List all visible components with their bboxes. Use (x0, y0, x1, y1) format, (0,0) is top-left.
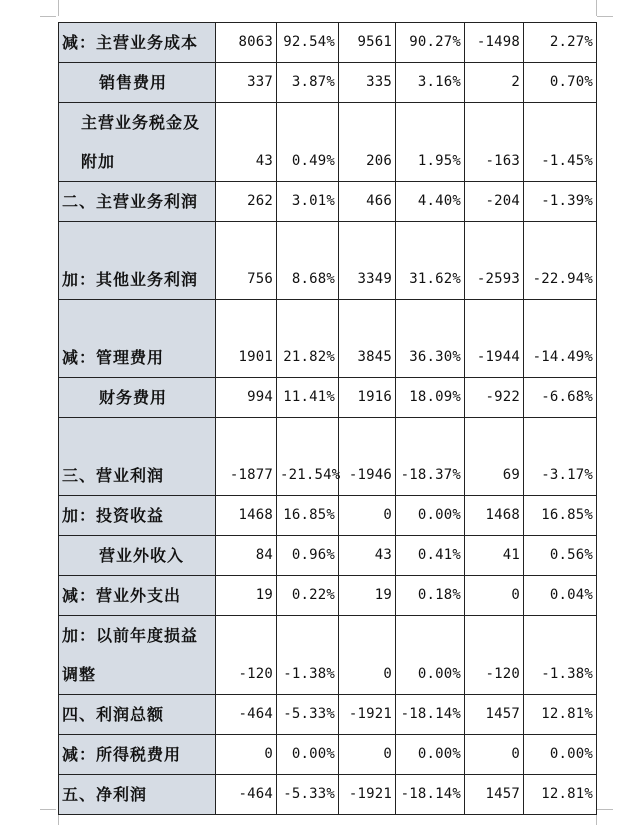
table-row (59, 378, 597, 418)
income-statement-table (58, 22, 597, 815)
table-cell: 3349 (339, 222, 396, 300)
table-cell: 3.01% (277, 182, 339, 222)
table-cell: 43 (216, 103, 277, 182)
row-label: 营业外收入 (59, 536, 216, 576)
table-cell: 8063 (216, 23, 277, 63)
table-cell: -1946 (339, 418, 396, 496)
table-cell: 1.95% (396, 103, 465, 182)
table-cell: 4.40% (396, 182, 465, 222)
table-cell: 1901 (216, 300, 277, 378)
row-label: 减：主营业务成本 (59, 23, 216, 63)
table-cell: -18.37% (396, 418, 465, 496)
table-cell: 12.81% (524, 695, 597, 735)
table-cell: 0 (216, 735, 277, 775)
table-cell: -464 (216, 775, 277, 815)
table-cell: 19 (216, 576, 277, 616)
table-cell: 0.00% (524, 735, 597, 775)
table-cell: -1921 (339, 695, 396, 735)
table-cell: -204 (465, 182, 524, 222)
row-label: 加：投资收益 (59, 496, 216, 536)
table-cell: -1498 (465, 23, 524, 63)
table-cell: 0 (339, 496, 396, 536)
table-cell: 9561 (339, 23, 396, 63)
table-cell: 0.00% (396, 496, 465, 536)
table-cell: 21.82% (277, 300, 339, 378)
row-label: 减：营业外支出 (59, 576, 216, 616)
table-cell: 8.68% (277, 222, 339, 300)
table-cell: 18.09% (396, 378, 465, 418)
row-label: 减：所得税费用 (59, 735, 216, 775)
table-cell: -922 (465, 378, 524, 418)
table-cell: -18.14% (396, 695, 465, 735)
table-cell: 1457 (465, 775, 524, 815)
table-cell: 3.16% (396, 63, 465, 103)
table-cell: 2.27% (524, 23, 597, 63)
row-label: 二、主营业务利润 (59, 182, 216, 222)
table-cell: 0.56% (524, 536, 597, 576)
table-cell: -2593 (465, 222, 524, 300)
table-cell: 16.85% (277, 496, 339, 536)
table-cell: 335 (339, 63, 396, 103)
table-row (59, 222, 597, 300)
table-cell: 206 (339, 103, 396, 182)
table-cell: 84 (216, 536, 277, 576)
crop-mark-bottom-left-h (40, 809, 56, 810)
table-cell: 262 (216, 182, 277, 222)
table-cell: -464 (216, 695, 277, 735)
table-cell: 0.41% (396, 536, 465, 576)
table-cell: 1468 (465, 496, 524, 536)
table-cell: 36.30% (396, 300, 465, 378)
crop-mark-top-right-h (597, 16, 613, 17)
table-cell: 12.81% (524, 775, 597, 815)
table-cell: 0.70% (524, 63, 597, 103)
crop-mark-top-left (58, 0, 59, 16)
table-cell: 0.00% (396, 616, 465, 695)
table-row (59, 775, 597, 815)
table-cell: -1944 (465, 300, 524, 378)
crop-mark-top-left-h (40, 16, 56, 17)
table-cell: -18.14% (396, 775, 465, 815)
table-cell: 69 (465, 418, 524, 496)
table-cell: 0.18% (396, 576, 465, 616)
table-cell: 0.96% (277, 536, 339, 576)
table-cell: -120 (465, 616, 524, 695)
table-row (59, 695, 597, 735)
row-label: 四、利润总额 (59, 695, 216, 735)
table-cell: -14.49% (524, 300, 597, 378)
table-row (59, 418, 597, 496)
table-row (59, 496, 597, 536)
table-cell: 0.04% (524, 576, 597, 616)
table-cell: -5.33% (277, 775, 339, 815)
row-label: 加：其他业务利润 (59, 222, 216, 300)
table-row (59, 576, 597, 616)
row-label: 五、净利润 (59, 775, 216, 815)
table-cell: 756 (216, 222, 277, 300)
table-cell: -163 (465, 103, 524, 182)
table-cell: -6.68% (524, 378, 597, 418)
row-label: 销售费用 (59, 63, 216, 103)
table-row (59, 300, 597, 378)
table-cell: 0 (339, 735, 396, 775)
table-cell: 0 (465, 576, 524, 616)
table-cell: 0.22% (277, 576, 339, 616)
table-cell: -21.54% (277, 418, 339, 496)
row-label: 主营业务税金及附加 (59, 103, 216, 182)
table-cell: 0 (465, 735, 524, 775)
crop-mark-top-right (596, 0, 597, 16)
table-cell: 90.27% (396, 23, 465, 63)
table-cell: 1457 (465, 695, 524, 735)
table-row (59, 735, 597, 775)
table-cell: 0.49% (277, 103, 339, 182)
table-cell: 41 (465, 536, 524, 576)
table-cell: 31.62% (396, 222, 465, 300)
table-row (59, 63, 597, 103)
row-label: 减：管理费用 (59, 300, 216, 378)
table-cell: 994 (216, 378, 277, 418)
table-cell: -120 (216, 616, 277, 695)
row-label: 三、营业利润 (59, 418, 216, 496)
table-cell: 0.00% (396, 735, 465, 775)
table-cell: -1.38% (524, 616, 597, 695)
table-cell: 3.87% (277, 63, 339, 103)
table-cell: -1.38% (277, 616, 339, 695)
table-cell: 337 (216, 63, 277, 103)
table-cell: 1916 (339, 378, 396, 418)
table-cell: 43 (339, 536, 396, 576)
table-cell: 92.54% (277, 23, 339, 63)
table-cell: -3.17% (524, 418, 597, 496)
table-cell: -1.39% (524, 182, 597, 222)
table-cell: -1.45% (524, 103, 597, 182)
table-cell: 1468 (216, 496, 277, 536)
table-cell: 2 (465, 63, 524, 103)
table-cell: 11.41% (277, 378, 339, 418)
table-row (59, 23, 597, 63)
table-row (59, 536, 597, 576)
table-cell: 16.85% (524, 496, 597, 536)
table-cell: -1877 (216, 418, 277, 496)
table-cell: 19 (339, 576, 396, 616)
table-cell: 0 (339, 616, 396, 695)
table-cell: 0.00% (277, 735, 339, 775)
table-cell: 466 (339, 182, 396, 222)
table-row (59, 182, 597, 222)
table-row (59, 103, 597, 182)
row-label: 财务费用 (59, 378, 216, 418)
table-cell: 3845 (339, 300, 396, 378)
crop-mark-bottom-right-h (597, 809, 613, 810)
table-cell: -22.94% (524, 222, 597, 300)
table-row (59, 616, 597, 695)
table-cell: -5.33% (277, 695, 339, 735)
table-cell: -1921 (339, 775, 396, 815)
row-label: 加：以前年度损益调整 (59, 616, 216, 695)
